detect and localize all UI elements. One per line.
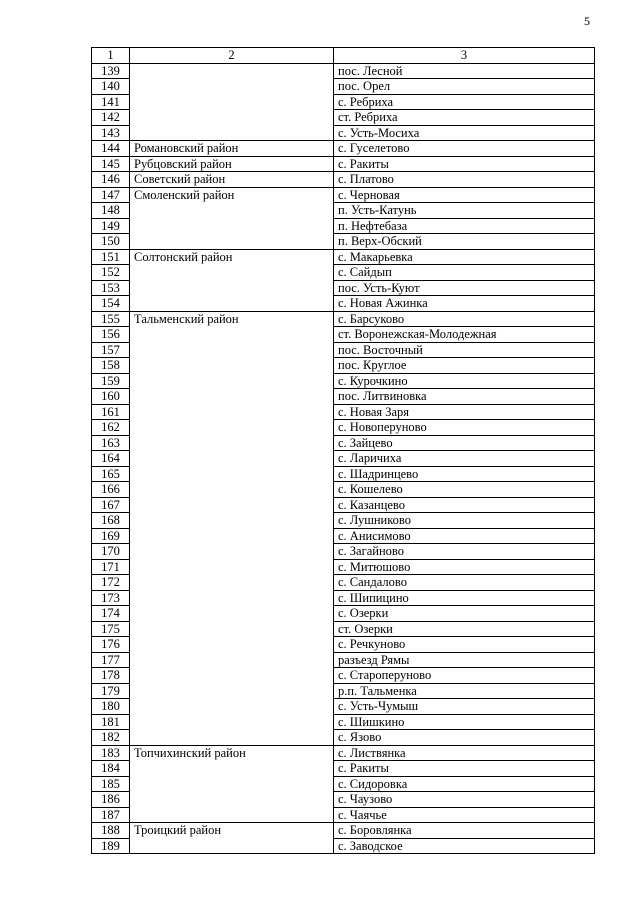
settlement-name: с. Сайдып [334, 265, 595, 281]
row-number: 170 [92, 544, 130, 560]
settlement-name: с. Макарьевка [334, 249, 595, 265]
table-row [92, 187, 595, 203]
row-number: 139 [92, 63, 130, 79]
row-number: 163 [92, 435, 130, 451]
district-name: Троицкий район [130, 823, 334, 854]
table-row [92, 156, 595, 172]
settlement-name: с. Гуселетово [334, 141, 595, 157]
settlement-name: с. Платово [334, 172, 595, 188]
settlement-name: р.п. Тальменка [334, 683, 595, 699]
settlement-name: с. Сандалово [334, 575, 595, 591]
row-number: 154 [92, 296, 130, 312]
row-number: 168 [92, 513, 130, 529]
settlement-name: с. Заводское [334, 838, 595, 854]
table-body [92, 63, 595, 854]
row-number: 151 [92, 249, 130, 265]
row-number: 178 [92, 668, 130, 684]
row-number: 148 [92, 203, 130, 219]
settlement-name: с. Черновая [334, 187, 595, 203]
row-number: 161 [92, 404, 130, 420]
settlement-name: с. Язово [334, 730, 595, 746]
settlement-name: с. Кошелево [334, 482, 595, 498]
row-number: 176 [92, 637, 130, 653]
settlement-name: с. Шипицино [334, 590, 595, 606]
table-row [92, 63, 595, 79]
row-number: 141 [92, 94, 130, 110]
row-number: 173 [92, 590, 130, 606]
settlement-name: п. Верх-Обский [334, 234, 595, 250]
settlement-name: с. Листвянка [334, 745, 595, 761]
column-header-2: 2 [130, 48, 334, 64]
settlement-name: ст. Ребриха [334, 110, 595, 126]
row-number: 140 [92, 79, 130, 95]
settlement-name: с. Староперуново [334, 668, 595, 684]
row-number: 157 [92, 342, 130, 358]
settlement-name: с. Чаузово [334, 792, 595, 808]
row-number: 149 [92, 218, 130, 234]
column-header-3: 3 [334, 48, 595, 64]
settlement-name: п. Усть-Катунь [334, 203, 595, 219]
row-number: 145 [92, 156, 130, 172]
settlement-name: пос. Усть-Куют [334, 280, 595, 296]
settlement-name: пос. Восточный [334, 342, 595, 358]
settlement-name: с. Шадринцево [334, 466, 595, 482]
table-row [92, 745, 595, 761]
row-number: 181 [92, 714, 130, 730]
settlement-name: с. Загайново [334, 544, 595, 560]
column-header-1: 1 [92, 48, 130, 64]
settlement-name: с. Казанцево [334, 497, 595, 513]
row-number: 167 [92, 497, 130, 513]
settlement-name: пос. Лесной [334, 63, 595, 79]
settlement-name: с. Ракиты [334, 761, 595, 777]
row-number: 182 [92, 730, 130, 746]
settlement-name: с. Митюшово [334, 559, 595, 575]
row-number: 142 [92, 110, 130, 126]
row-number: 189 [92, 838, 130, 854]
row-number: 160 [92, 389, 130, 405]
row-number: 171 [92, 559, 130, 575]
settlement-name: с. Курочкино [334, 373, 595, 389]
settlement-name: пос. Литвиновка [334, 389, 595, 405]
table-row [92, 311, 595, 327]
row-number: 159 [92, 373, 130, 389]
row-number: 166 [92, 482, 130, 498]
settlement-name: с. Шишкино [334, 714, 595, 730]
row-number: 177 [92, 652, 130, 668]
table-row [92, 823, 595, 839]
settlement-name: с. Новая Ажинка [334, 296, 595, 312]
row-number: 175 [92, 621, 130, 637]
settlement-name: с. Озерки [334, 606, 595, 622]
row-number: 174 [92, 606, 130, 622]
district-name: Тальменский район [130, 311, 334, 745]
row-number: 156 [92, 327, 130, 343]
table-header [92, 48, 595, 64]
row-number: 152 [92, 265, 130, 281]
settlement-name: с. Ларичиха [334, 451, 595, 467]
settlement-name: ст. Воронежская-Молодежная [334, 327, 595, 343]
row-number: 146 [92, 172, 130, 188]
settlement-name: разъезд Рямы [334, 652, 595, 668]
row-number: 187 [92, 807, 130, 823]
settlement-name: ст. Озерки [334, 621, 595, 637]
row-number: 179 [92, 683, 130, 699]
row-number: 185 [92, 776, 130, 792]
district-name: Советский район [130, 172, 334, 188]
district-name: Смоленский район [130, 187, 334, 249]
settlement-name: с. Новая Заря [334, 404, 595, 420]
table-row [92, 141, 595, 157]
row-number: 188 [92, 823, 130, 839]
row-number: 155 [92, 311, 130, 327]
row-number: 153 [92, 280, 130, 296]
settlement-name: с. Боровлянка [334, 823, 595, 839]
settlement-name: с. Чаячье [334, 807, 595, 823]
settlement-name: пос. Орел [334, 79, 595, 95]
settlement-name: с. Анисимово [334, 528, 595, 544]
row-number: 172 [92, 575, 130, 591]
row-number: 165 [92, 466, 130, 482]
settlement-name: с. Усть-Чумыш [334, 699, 595, 715]
row-number: 143 [92, 125, 130, 141]
row-number: 164 [92, 451, 130, 467]
row-number: 184 [92, 761, 130, 777]
row-number: 158 [92, 358, 130, 374]
settlement-name: с. Лушниково [334, 513, 595, 529]
settlement-name: с. Новоперуново [334, 420, 595, 436]
row-number: 147 [92, 187, 130, 203]
settlement-name: с. Зайцево [334, 435, 595, 451]
settlement-name: с. Усть-Мосиха [334, 125, 595, 141]
settlement-name: с. Ракиты [334, 156, 595, 172]
settlement-name: с. Сидоровка [334, 776, 595, 792]
row-number: 169 [92, 528, 130, 544]
settlements-table [91, 47, 595, 854]
table-row [92, 172, 595, 188]
row-number: 186 [92, 792, 130, 808]
row-number: 180 [92, 699, 130, 715]
row-number: 183 [92, 745, 130, 761]
district-name: Рубцовский район [130, 156, 334, 172]
settlement-name: с. Барсуково [334, 311, 595, 327]
row-number: 144 [92, 141, 130, 157]
row-number: 162 [92, 420, 130, 436]
district-name: Романовский район [130, 141, 334, 157]
settlement-name: с. Ребриха [334, 94, 595, 110]
row-number: 150 [92, 234, 130, 250]
district-name: Топчихинский район [130, 745, 334, 823]
settlement-name: пос. Круглое [334, 358, 595, 374]
district-name [130, 63, 334, 141]
header-row [92, 48, 595, 64]
table-row [92, 249, 595, 265]
page-number: 5 [584, 14, 590, 28]
district-name: Солтонский район [130, 249, 334, 311]
settlement-name: с. Речкуново [334, 637, 595, 653]
settlement-name: п. Нефтебаза [334, 218, 595, 234]
